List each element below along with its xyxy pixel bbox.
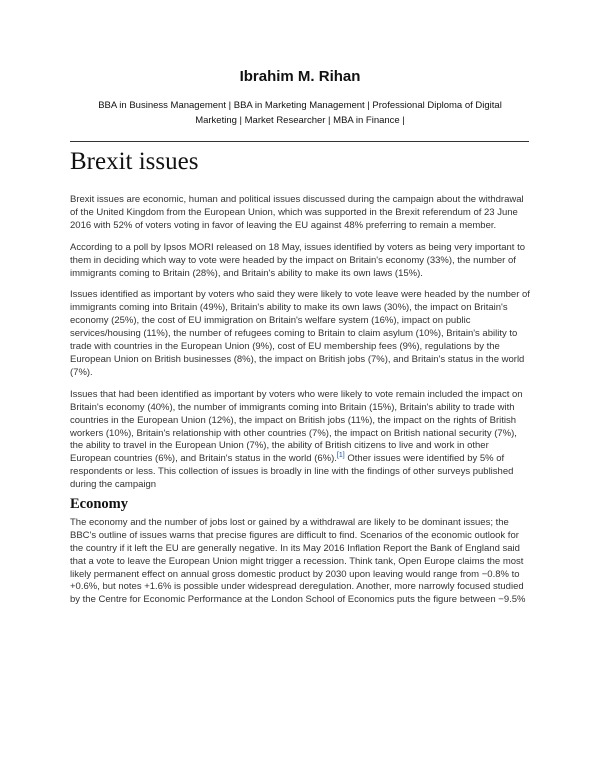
citation-link[interactable]: [1] [336, 452, 345, 460]
paragraph-intro: Brexit issues are economic, human and political issues discussed during the campaign about the withdrawal of the United Kingdom from the European Union, which was supported in the Brexit referendum of 23 June 2016 with 52% of voters voting in favor of leaving the EU against 48% preferring to remain a member. [70, 194, 524, 231]
paragraph-remain-issues [70, 389, 532, 492]
document-title: Brexit issues [70, 148, 199, 175]
paragraph-economy: The economy and the number of jobs lost or gained by a withdrawal are likely to be dominant issues; the BBC's outline of issues warns that precise figures are difficult to find. Scenarios of the economic outlook for the country if it left the EU are generally negative. In its May 2016 Inflation Report the Bank of England said that a vote to leave the European Union might trigger a recession. Think tank, Open Europe claims the most likely permanent effect on annual gross domestic product by 2030 upon leaving would range from −0.8% to +0.6%, but notes +1.6% is possible under widespread deregulation. Another, more narrowly focused studied by the Centre for Economic Performance at the London School of Economics puts the figure between −9.5% [70, 516, 526, 606]
remain-text: Issues that had been identified as important by voters who were likely to vote remain included the impact on Britain's economy (40%), the number of immigrants coming into Britain (15%), Britain's ability to trade with countries in the European Union (12%), the impact on British jobs (11%), the impact on the rights of British workers (10%), Britain's relationship with other countries (7%), the impact on British national security (7%), the ability to travel in the European Union (7%), the ability of British citizens to live and work in other European countries (6%), and Britain's status in the world (6%). [70, 388, 523, 465]
author-credentials: BBA in Business Management | BBA in Marketing Management | Professional Diploma of Digital Marketing | Market Researcher | MBA in Finance | [98, 100, 502, 126]
header-divider [70, 141, 529, 142]
paragraph-leave-issues: Issues identified as important by voters who said they were likely to vote leave were headed by the number of immigrants coming into Britain (49%), Britain's ability to make its own laws (30%), the impact on Britain's economy (25%), the cost of EU immigration on Britain's welfare system (16%), impact on public services/housing (11%), the number of refugees coming to Britain to claim asylum (10%), Britain's ability to trade with countries in the European Union (9%), cost of EU membership fees (9%), regulations by the European Union on British businesses (8%), the impact on British jobs (7%), and Britain's status in the world (7%). [70, 289, 530, 378]
section-heading-economy: Economy [70, 496, 128, 513]
paragraph-poll: According to a poll by Ipsos MORI released on 18 May, issues identified by voters as being very important to them in deciding which way to vote were headed by the impact on Britain's economy (33%), the number of immigrants coming to Britain (28%), and Britain's ability to make its own laws (15%). [70, 241, 525, 279]
article-body [70, 194, 532, 616]
remain-text-continued: Other issues were identified by 5% of respondents or less. This collection of issues is broadly in line with the findings of other surveys published during the campaign [70, 453, 514, 491]
author-name: Ibrahim M. Rihan [239, 68, 361, 85]
